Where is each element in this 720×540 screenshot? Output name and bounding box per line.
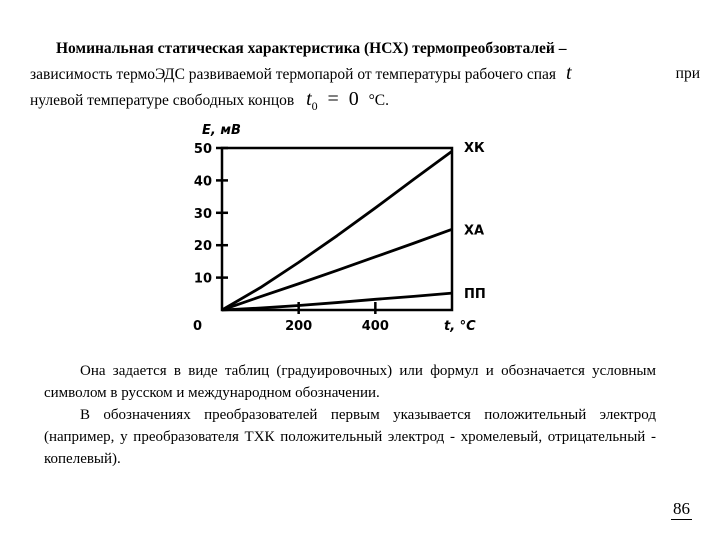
series-label-1: ХК bbox=[464, 141, 485, 157]
equals-sign: = bbox=[327, 88, 339, 110]
variable-t0-symbol: t bbox=[306, 88, 312, 110]
y-tick-label: 50 bbox=[193, 142, 212, 157]
paragraph-1: Она задается в виде таблиц (градуировочных) или формул и обозначается условным символом в русском и международном обозначении. bbox=[44, 363, 656, 401]
degree-unit: °С. bbox=[368, 92, 389, 109]
y-tick-label: 10 bbox=[193, 271, 212, 287]
page-number: 86 bbox=[673, 499, 690, 518]
paragraph-2: В обозначениях преобразователей первым указывается положительный электрод (например, у преобразователя ТХК положительный электрод - хромелевый, отрицательный - копелевый). bbox=[44, 407, 656, 467]
heading-line-2-text: зависимость термоЭДС развиваемой термопарой от температуры рабочего спая bbox=[30, 66, 557, 83]
heading-line-2 bbox=[30, 61, 700, 87]
variable-t: t bbox=[565, 62, 572, 84]
y-axis-label: E, мВ bbox=[202, 123, 241, 138]
series-label-2: ХА bbox=[464, 223, 485, 239]
series-line-2 bbox=[222, 229, 452, 310]
heading bbox=[30, 36, 700, 119]
y-tick-label: 0 bbox=[192, 319, 202, 334]
heading-line-3-text: нулевой температуре свободных концов bbox=[30, 92, 295, 109]
variable-t0-subscript: 0 bbox=[311, 99, 318, 113]
y-tick-label: 30 bbox=[193, 206, 212, 222]
series-label-3: ПП bbox=[464, 287, 486, 303]
y-tick-label: 40 bbox=[193, 174, 212, 190]
heading-word-pri: при bbox=[675, 65, 700, 82]
heading-line-1: Номинальная статическая характеристика (НСХ) термопреобзовталей – bbox=[56, 40, 567, 57]
x-axis-label: t, °C bbox=[444, 319, 476, 334]
series-line-1 bbox=[222, 151, 452, 310]
emf-temperature-chart bbox=[182, 110, 512, 340]
x-tick-label: 200 bbox=[285, 319, 313, 334]
series-line-3 bbox=[222, 293, 452, 310]
zero-value: 0 bbox=[348, 88, 359, 110]
y-tick-label: 20 bbox=[193, 239, 212, 255]
plot-frame bbox=[222, 148, 452, 310]
x-tick-label: 400 bbox=[361, 319, 389, 334]
variable-t0 bbox=[306, 88, 318, 113]
body-text bbox=[44, 360, 656, 470]
